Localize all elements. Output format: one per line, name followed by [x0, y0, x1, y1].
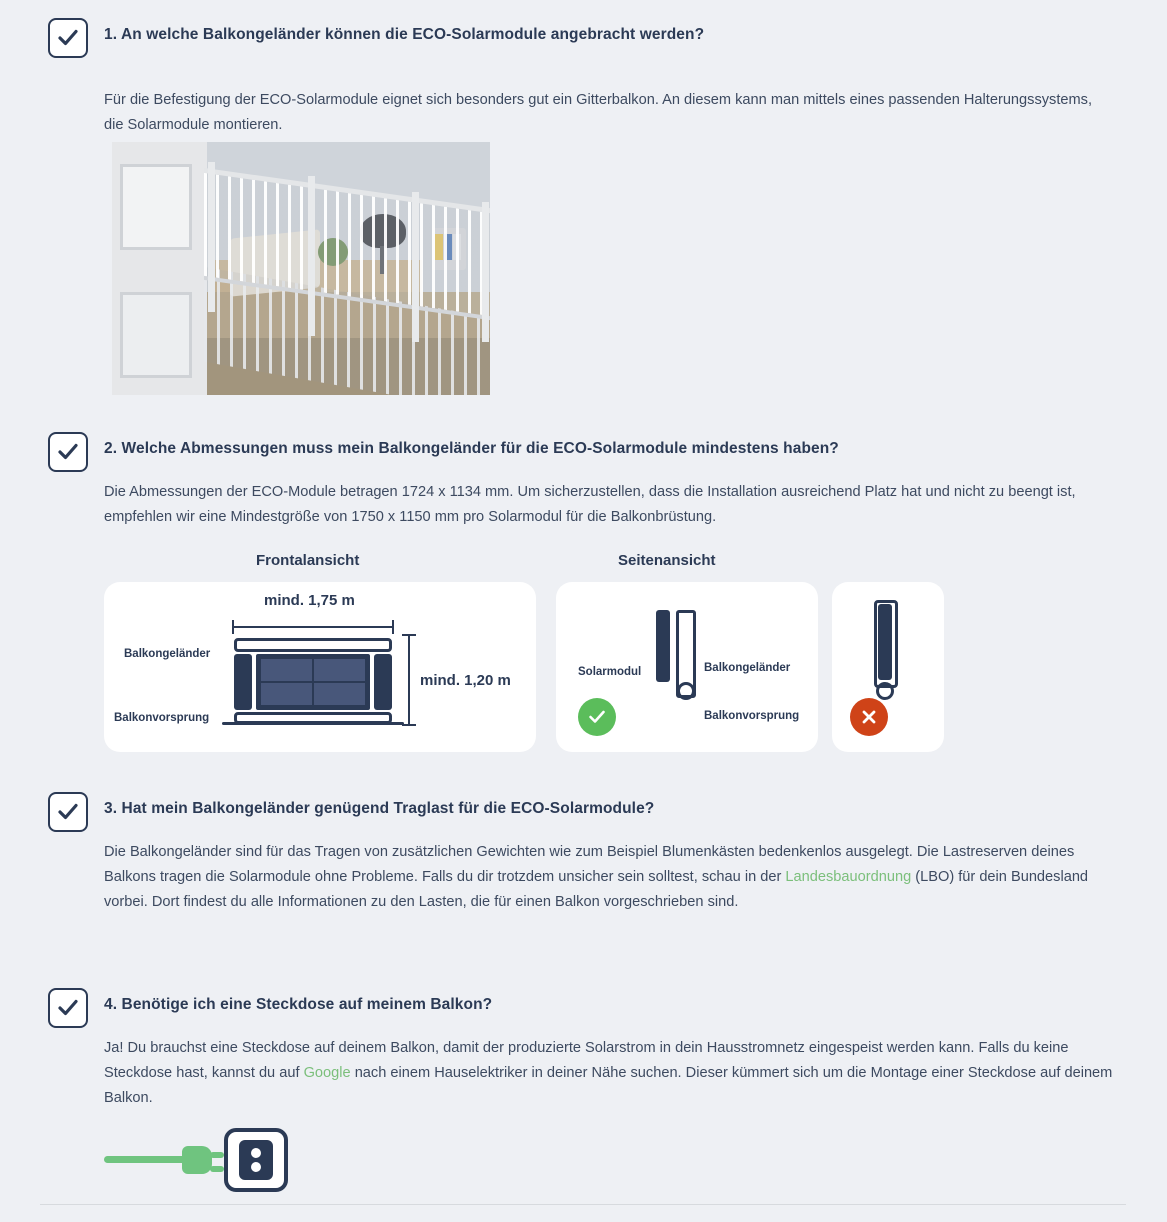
faq-answer-3-part1: Die Balkongeländer sind für das Tragen von zusätzlichen Gewichten wie zum Beispiel Blumenkästen bedenkenlos ausgelegt. Die Lastreserven deines Balkons tragen die Solarmodule ohne Probleme. Falls du dir trotzdem unsicher sein solltest, schau in der — [104, 844, 1075, 885]
faq-question-4: 4. Benötige ich eine Steckdose auf meinem Balkon? — [104, 996, 493, 1013]
google-link[interactable]: Google — [303, 1065, 351, 1081]
checkmark-icon — [48, 988, 88, 1028]
faq-answer-4-part1: Ja! Du brauchst eine Steckdose auf deinem Balkon, damit der produzierte Solarstrom in dein Hausstromnetz eingespeist werden kann. Falls du keine Steckdose hast, kannst du auf — [104, 1040, 1069, 1081]
side-view-card-correct — [556, 582, 818, 752]
side-view-card-incorrect — [832, 582, 944, 752]
error-badge — [850, 698, 888, 736]
width-dimension-label: mind. 1,75 m — [264, 592, 355, 609]
front-view-card — [104, 582, 536, 752]
side-railing-label: Balkongeländer — [704, 662, 791, 674]
faq-answer-1: Für die Befestigung der ECO-Solarmodule eignet sich besonders gut ein Gitterbalkon. An diesem kann man mittels eines passenden Halterungssystems, die Solarmodule montieren. — [104, 92, 1093, 133]
plug-socket-illustration — [104, 1128, 364, 1196]
plug-icon — [182, 1146, 212, 1174]
height-dimension-label: mind. 1,20 m — [420, 672, 511, 689]
checkmark-icon — [48, 432, 88, 472]
faq-answer-4-part2: nach einem Hauselektriker in deiner Nähe suchen. Dieser kümmert sich um die Montage einer Steckdose auf deinem Balkon. — [104, 1065, 1113, 1106]
section-divider — [40, 1204, 1126, 1205]
side-view-title: Seitenansicht — [618, 552, 716, 569]
faq-question-2: 2. Welche Abmessungen muss mein Balkongeländer für die ECO-Solarmodule mindestens haben? — [104, 440, 839, 457]
faq-answer-3 — [104, 840, 1114, 915]
overhang-label: Balkonvorsprung — [114, 712, 210, 724]
ok-badge — [578, 698, 616, 736]
socket-icon — [224, 1128, 288, 1192]
side-overhang-label: Balkonvorsprung — [704, 710, 800, 722]
balcony-photo — [112, 142, 490, 395]
faq-answer-4 — [104, 1036, 1114, 1111]
landesbauordnung-link[interactable]: Landesbauordnung — [785, 869, 912, 885]
front-view-title: Frontalansicht — [256, 552, 360, 569]
module-label: Solarmodul — [578, 666, 642, 678]
checkmark-icon — [48, 792, 88, 832]
faq-answer-2: Die Abmessungen der ECO-Module betragen 1724 x 1134 mm. Um sicherzustellen, dass die Installation ausreichend Platz hat und nicht zu beengt ist, empfehlen wir eine Mindestgröße von 1750 x 1150 mm pro Solarmodul für die Balkonbrüstung. — [104, 484, 1076, 525]
checkmark-icon — [48, 18, 88, 58]
faq-answer-3-part2: (LBO) für dein Bundesland vorbei. Dort findest du alle Informationen zu den Lasten, die für einen Balkon vorgeschrieben sind. — [104, 869, 1089, 910]
railing-label: Balkongeländer — [124, 648, 211, 660]
faq-question-1: 1. An welche Balkongeländer können die ECO-Solarmodule angebracht werden? — [104, 26, 705, 43]
faq-question-3: 3. Hat mein Balkongeländer genügend Traglast für die ECO-Solarmodule? — [104, 800, 655, 817]
